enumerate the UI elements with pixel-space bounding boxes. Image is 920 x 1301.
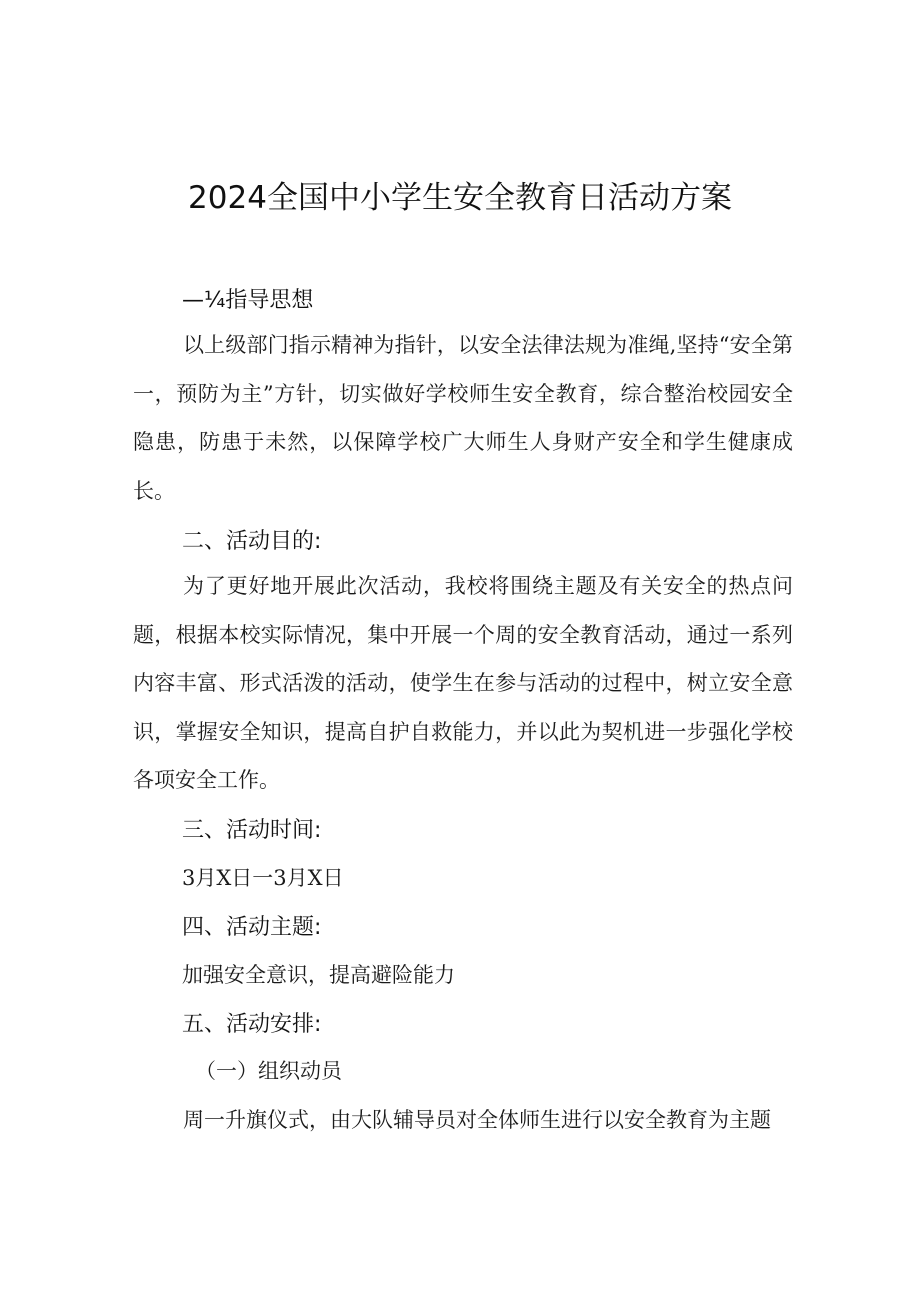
section-paragraph-activity-arrangement: 周一升旗仪式，由大队辅导员对全体师生进行以安全教育为主题 [183,1108,771,1132]
section-heading-guiding-ideology: —¼指导思想 [182,288,314,313]
section-heading-activity-purpose: 二、活动目的: [182,529,322,554]
section-heading-activity-time: 三、活动时间: [182,818,322,843]
section-heading-activity-arrangement: 五、活动安排: [182,1012,322,1037]
document-title: 2024全国中小学生安全教育日活动方案 [188,180,732,216]
activity-theme-value: 加强安全意识，提高避险能力 [182,963,455,987]
activity-time-value: 3月X日一3月X日 [182,866,344,890]
section-paragraph-guiding-ideology: 以上级部门指示精神为指针，以安全法律法规为准绳,坚持“安全第一，预防为主”方针，切实做好学校师生安全教育，综合整治校园安全隐患，防患于未然，以保障学校广大师生人身财产安全和学生健康成长。 [133,333,793,503]
section-paragraph-activity-purpose: 为了更好地开展此次活动，我校将围绕主题及有关安全的热点问题，根据本校实际情况，集中开展一个周的安全教育活动，通过一系列内容丰富、形式活泼的活动，使学生在参与活动的过程中，树立安全意识，掌握安全知识，提高自护自救能力，并以此为契机进一步强化学校各项安全工作。 [133,574,793,792]
subheading-organize-mobilize: （一）组织动员 [195,1059,342,1083]
section-heading-activity-theme: 四、活动主题: [182,915,322,940]
